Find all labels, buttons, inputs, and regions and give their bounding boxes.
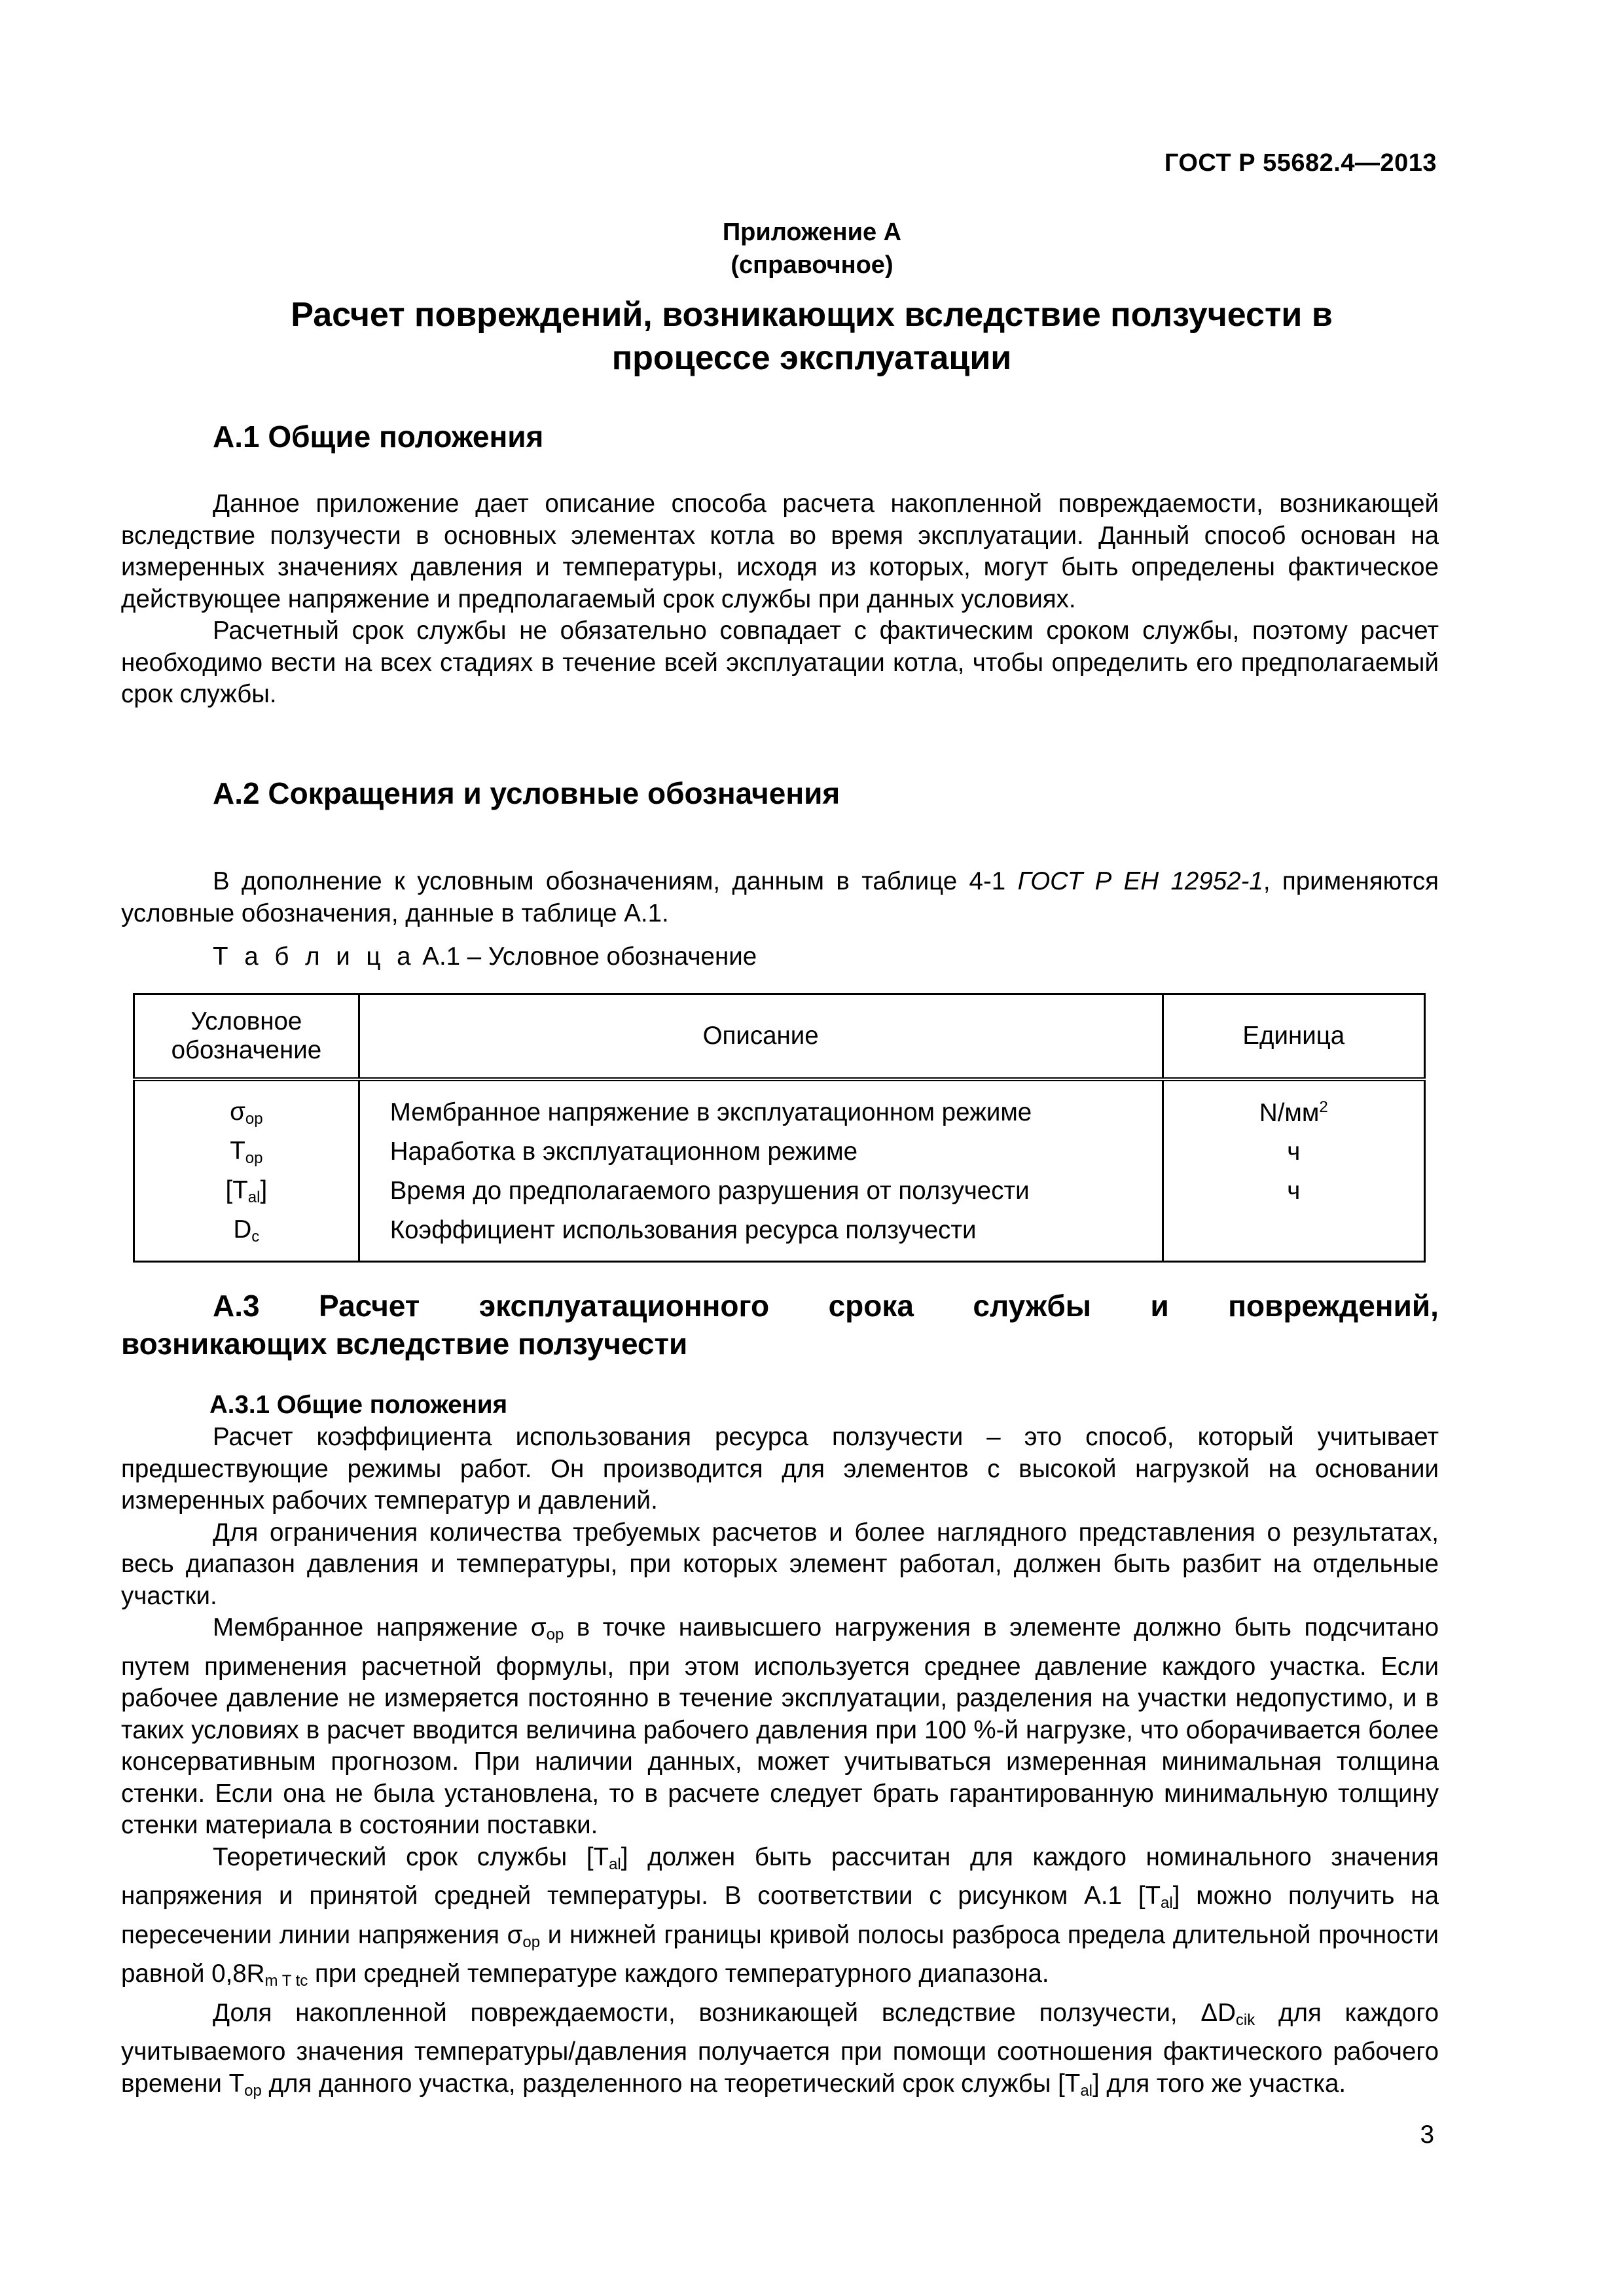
unit-text: N/мм <box>1259 1098 1320 1127</box>
table-row <box>134 1079 1425 1132</box>
symbol-cell <box>134 1172 359 1211</box>
section-a2-paragraph-1 <box>121 866 1439 929</box>
description-cell: Время до предполагаемого разрушения от ползучести <box>359 1172 1163 1211</box>
symbol-cell <box>134 1132 359 1172</box>
subscript: op <box>244 2081 262 2100</box>
subscript: al <box>1161 1894 1173 1912</box>
heading-word: эксплуатационного <box>478 1289 770 1323</box>
table-caption-label: Т а б л и ц а <box>213 942 416 971</box>
heading-word: А.3 <box>213 1289 260 1323</box>
text-run: Мембранное напряжение σ <box>213 1613 547 1641</box>
appendix-heading <box>0 216 1624 281</box>
text-run: для данного участка, разделенного на теоретический срок службы [T <box>261 2069 1081 2098</box>
unit-cell <box>1163 1079 1424 1132</box>
symbol-subscript: al <box>247 1188 261 1206</box>
header-symbol-line2: обозначение <box>171 1036 322 1064</box>
subscript: al <box>609 1855 621 1873</box>
unit-cell: ч <box>1163 1132 1424 1172</box>
section-a31-paragraph-2: Для ограничения количества требуемых расчетов и более наглядного представления о результатах, весь диапазон давления и температуры, при которых элемент работал, должен быть разбит на отдельные участки. <box>121 1518 1439 1610</box>
text-run: и нижней границы кривой полосы разброса предела длительной прочности равной 0,8R <box>121 1920 1439 1988</box>
section-a2-text-after: , применяются условные обозначения, данные в таблице А.1. <box>121 867 1439 927</box>
unit-cell <box>1163 1211 1424 1262</box>
symbol-subscript: c <box>251 1227 260 1246</box>
description-cell: Мембранное напряжение в эксплуатационном режиме <box>359 1079 1163 1132</box>
symbol-subscript: op <box>245 1149 263 1167</box>
document-code: ГОСТ Р 55682.4—2013 <box>1164 149 1437 177</box>
description-cell: Наработка в эксплуатационном режиме <box>359 1132 1163 1172</box>
header-description: Описание <box>359 994 1163 1080</box>
section-a2-heading: А.2 Сокращения и условные обозначения <box>213 776 840 810</box>
table-row <box>134 1211 1425 1262</box>
subscript: op <box>546 1626 564 1643</box>
heading-word: срока <box>828 1289 914 1323</box>
table-row <box>134 1132 1425 1172</box>
appendix-title <box>190 293 1434 380</box>
symbol-text: σ <box>230 1097 245 1126</box>
header-unit: Единица <box>1163 994 1424 1080</box>
unit-cell: ч <box>1163 1172 1424 1211</box>
symbol-bracket: ] <box>260 1175 268 1204</box>
section-a31-paragraph-1: Расчет коэффициента использования ресурса ползучести – это способ, который учитывает предшествующие режимы работ. Он производится для элементов с высокой нагрузкой на основании измеренных рабочих температур и давлений. <box>121 1423 1439 1515</box>
description-cell: Коэффициент использования ресурса ползучести <box>359 1211 1163 1262</box>
section-a1-body <box>121 488 1439 711</box>
text-run: ] для того же участка. <box>1092 2069 1346 2098</box>
heading-word: службы <box>973 1289 1092 1323</box>
symbol-text: T <box>230 1136 245 1165</box>
symbol-text: [T <box>225 1175 248 1204</box>
subsection-a31-heading: А.3.1 Общие положения <box>209 1391 508 1419</box>
appendix-label: Приложение А <box>722 219 902 246</box>
symbols-table <box>133 993 1426 1263</box>
section-a31-body <box>121 1422 1439 2107</box>
appendix-title-line2: процессе эксплуатации <box>611 339 1012 377</box>
text-run: в точке наивысшего нагружения в элементе должно быть подсчитано путем применения расчетной формулы, при этом используется среднее давление каждого участка. Если рабочее давление не измеряется постоянно в течение эксплуатации, разделения на участки недопустимо, и в таких условиях в расчет вводится величина рабочего давления при 100 %-й нагрузке, что оборачивается более консервативным прогнозом. При наличии данных, может учитываться измеренная минимальная толщина стенки. Если она не была установлена, то в расчете следует брать гарантированную минимальную толщину стенки материала в состоянии поставки. <box>121 1613 1439 1839</box>
subscript: op <box>522 1933 541 1951</box>
section-a1-heading: А.1 Общие положения <box>213 420 544 454</box>
table-row <box>134 1172 1425 1211</box>
heading-word: и <box>1150 1289 1169 1323</box>
section-a3-heading-line1 <box>121 1287 1439 1325</box>
text-run: для каждого учитываемого значения температуры/давления получается при помощи соотношения фактического рабочего времени T <box>121 1998 1439 2098</box>
standard-reference: ГОСТ Р ЕН 12952-1 <box>1017 867 1263 895</box>
table-header-row <box>134 994 1425 1080</box>
section-a3-heading <box>121 1287 1439 1363</box>
section-a2-text-before: В дополнение к условным обозначениям, данным в таблице 4-1 <box>213 867 1018 895</box>
appendix-title-line1: Расчет повреждений, возникающих вследствие ползучести в <box>291 296 1333 334</box>
text-run: Теоретический срок службы [T <box>213 1842 609 1871</box>
symbol-cell <box>134 1211 359 1262</box>
heading-word: повреждений, <box>1228 1289 1439 1323</box>
appendix-kind: (справочное) <box>731 251 893 279</box>
text-run: ] должен быть рассчитан для каждого номинального значения напряжения и принятой средней температуры. В соответствии с рисунком А.1 [T <box>121 1842 1439 1910</box>
section-a31-paragraph-4 <box>121 1842 1439 1998</box>
section-a1-paragraph-1: Данное приложение дает описание способа расчета накопленной повреждаемости, возникающей вследствие ползучести в основных элементах котла во время эксплуатации. Данный способ основан на измеренных значениях давления и температуры, исходя из которых, могут быть определены фактическое действующее напряжение и предполагаемый срок службы при данных условиях. <box>121 490 1439 613</box>
table-caption-text: А.1 – Условное обозначение <box>415 942 757 971</box>
text-run: Доля накопленной повреждаемости, возникающей вследствие ползучести, ΔD <box>213 1998 1236 2027</box>
symbol-text: D <box>233 1215 252 1244</box>
header-symbol-line1: Условное <box>190 1007 302 1035</box>
page-number: 3 <box>1420 2121 1434 2149</box>
text-run: ] можно получить на пересечении линии напряжения σ <box>121 1882 1439 1949</box>
section-a3-heading-line2: возникающих вследствие ползучести <box>121 1327 688 1361</box>
text-run: при средней температуре каждого температурного диапазона. <box>308 1960 1049 1988</box>
subscript: m T tc <box>264 1972 308 1990</box>
section-a31-paragraph-5 <box>121 1998 1439 2108</box>
heading-word: Расчет <box>319 1289 420 1323</box>
symbol-cell <box>134 1079 359 1132</box>
section-a2-body <box>121 866 1439 929</box>
section-a1-paragraph-2: Расчетный срок службы не обязательно совпадает с фактическим сроком службы, поэтому расчет необходимо вести на всех стадиях в течение всей эксплуатации котла, чтобы определить его предполагаемый срок службы. <box>121 617 1439 708</box>
symbol-subscript: op <box>245 1109 263 1128</box>
subscript: cik <box>1235 2011 1255 2029</box>
section-a31-paragraph-3 <box>121 1612 1439 1842</box>
subscript: al <box>1080 2081 1093 2100</box>
unit-superscript: 2 <box>1319 1098 1328 1116</box>
header-symbol <box>134 994 359 1080</box>
table-caption <box>213 942 757 971</box>
